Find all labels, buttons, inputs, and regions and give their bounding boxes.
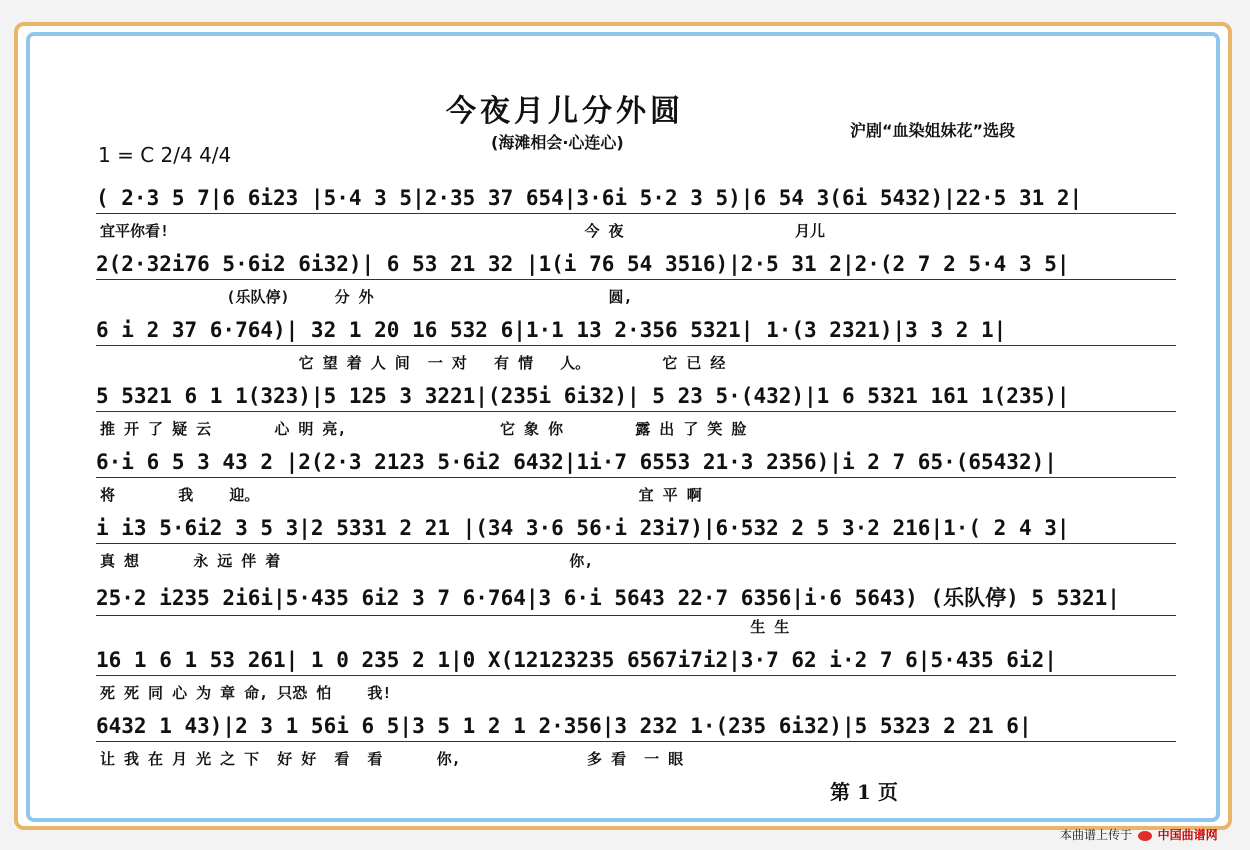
score-line-7 <box>0 582 1250 646</box>
score-line-5 <box>0 450 1250 514</box>
notation-line: 5 5321 6 1 1(323)|5 125 3 3221|(235i 6i32)| 5 23 5·(432)|1 6 5321 161 1(235)| <box>96 384 1176 412</box>
score-line-4 <box>0 384 1250 448</box>
song-subtitle: (海滩相会·心连心) <box>491 133 624 152</box>
score-line-1 <box>0 186 1250 250</box>
notation-line: 25·2 i235 2i6i|5·435 6i2 3 7 6·764|3 6·i 5643 22·7 6356|i·6 5643) (乐队停) 5 5321| <box>96 582 1176 616</box>
lyrics-line: 生 生 <box>100 618 790 636</box>
notation-line: 16 1 6 1 53 261| 1 0 235 2 1|0 X(12123235 6567i7i2|3·7 62 i·2 7 6|5·435 6i2| <box>96 648 1176 676</box>
notation-line: i i3 5·6i2 3 5 3|2 5331 2 21 |(34 3·6 56·i 23i7)|6·532 2 5 3·2 216|1·( 2 4 3| <box>96 516 1176 544</box>
lyrics-line: 让 我 在 月 光 之 下 好 好 看 看 你, 多 看 一 眼 <box>100 750 684 768</box>
footer-credit[interactable] <box>1060 826 1218 843</box>
page-number: 第 1 页 <box>830 780 898 804</box>
lyrics-line: 宜平你看! 今 夜 月儿 <box>100 222 826 240</box>
notation-line: 6432 1 43)|2 3 1 56i 6 5|3 5 1 2 1 2·356|3 232 1·(235 6i32)|5 5323 2 21 6| <box>96 714 1176 742</box>
score-line-3 <box>0 318 1250 382</box>
notation-line: 6·i 6 5 3 43 2 |2(2·3 2123 5·6i2 6432|1i·7 6553 21·3 2356)|i 2 7 65·(65432)| <box>96 450 1176 478</box>
site-logo-icon <box>1138 831 1152 841</box>
lyrics-line: 它 望 着 人 间 一 对 有 情 人。 它 已 经 <box>100 354 726 372</box>
notation-line: 6 i 2 37 6·764)| 32 1 20 16 532 6|1·1 13 2·356 5321| 1·(3 2321)|3 3 2 1| <box>96 318 1176 346</box>
notation-line: 2(2·32i76 5·6i2 6i32)| 6 53 21 32 |1(i 76 54 3516)|2·5 31 2|2·(2 7 2 5·4 3 5| <box>96 252 1176 280</box>
song-title: 今夜月儿分外圆 <box>446 94 684 129</box>
score-line-8 <box>0 648 1250 712</box>
footer-brand[interactable]: 中国曲谱网 <box>1157 828 1218 842</box>
key-signature: 1 = C 2/4 4/4 <box>98 143 232 167</box>
lyrics-line: (乐队停) 分 外 圆, <box>100 288 633 306</box>
lyrics-line: 死 死 同 心 为 章 命, 只恐 怕 我! <box>100 684 392 702</box>
score-line-9 <box>0 714 1250 778</box>
score-line-2 <box>0 252 1250 316</box>
song-source: 沪剧“血染姐妹花”选段 <box>850 121 1016 140</box>
footer-text: 本曲谱上传于 <box>1060 828 1133 842</box>
score-line-6 <box>0 516 1250 580</box>
lyrics-line: 推 开 了 疑 云 心 明 亮, 它 象 你 露 出 了 笑 脸 <box>100 420 747 438</box>
lyrics-line: 真 想 永 远 伴 着 你, <box>100 552 594 570</box>
lyrics-line: 将 我 迎。 宜 平 啊 <box>100 486 702 504</box>
notation-line: ( 2·3 5 7|6 6i23 |5·4 3 5|2·35 37 654|3·6i 5·2 3 5)|6 54 3(6i 5432)|22·5 31 2| <box>96 186 1176 214</box>
